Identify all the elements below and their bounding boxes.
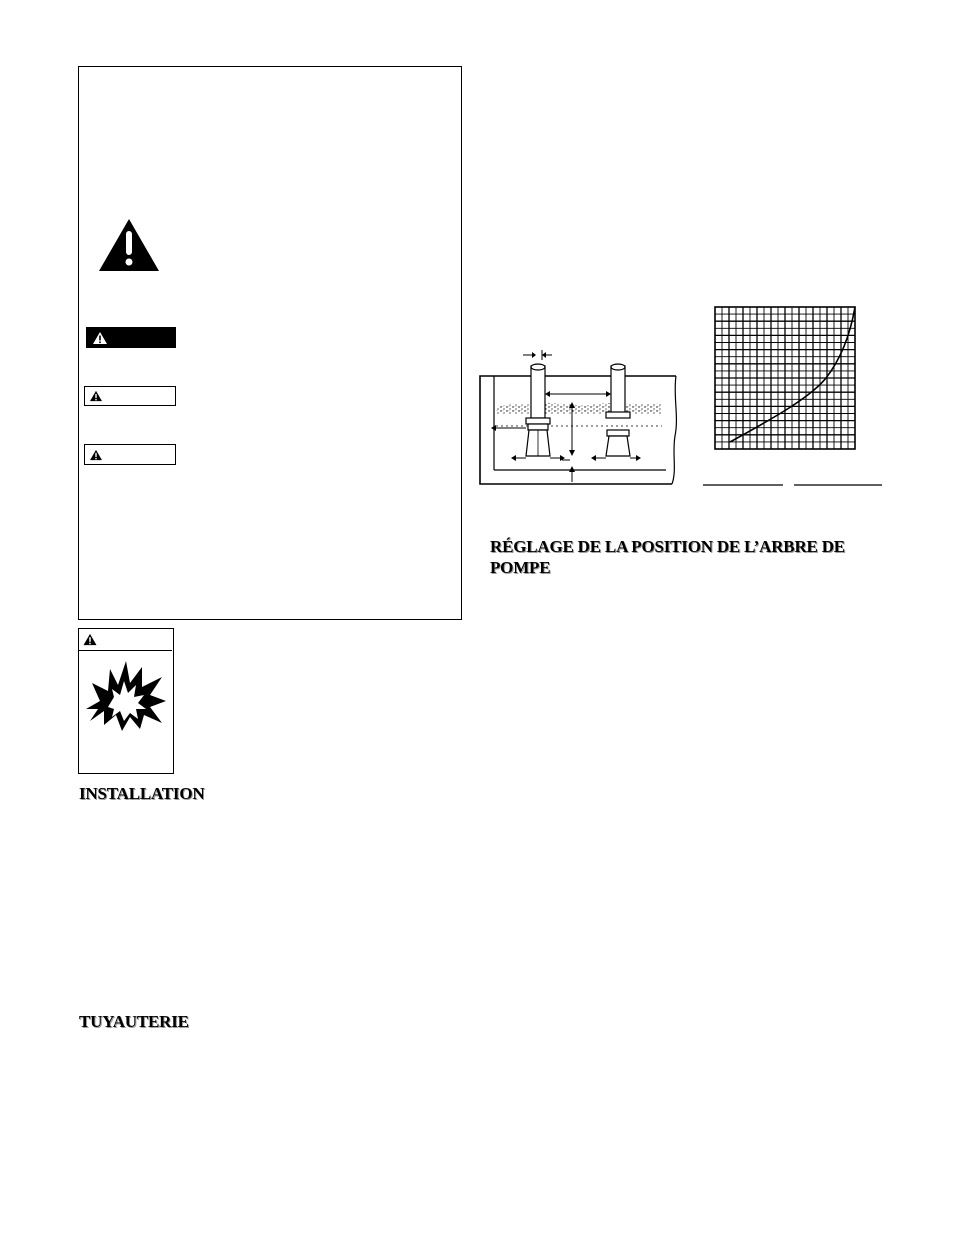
safety-info-box [78, 66, 462, 620]
pump-shaft-diagram [476, 346, 680, 492]
grid-lines [715, 307, 855, 449]
explosion-hazard-header [79, 629, 172, 651]
reglage-heading-line1: RÉGLAGE DE LA POSITION DE L’ARBRE DE [490, 537, 845, 556]
reglage-heading-line2: POMPE [490, 558, 551, 577]
alert-triangle-icon [89, 390, 103, 402]
alert-triangle-icon [92, 331, 108, 345]
installation-heading: INSTALLATION [79, 784, 205, 803]
tank-outline [480, 376, 676, 484]
danger-badge [86, 327, 176, 348]
warning-triangle-icon [97, 217, 161, 273]
explosion-hazard-box [78, 628, 174, 774]
explosion-icon [84, 659, 168, 731]
grid-chart [700, 302, 886, 492]
warning-badge [84, 386, 176, 406]
reglage-heading [490, 536, 845, 578]
tuyauterie-heading: TUYAUTERIE [79, 1012, 189, 1031]
liquid-surface [496, 403, 662, 426]
caution-badge [84, 444, 176, 465]
alert-triangle-icon [82, 633, 98, 646]
alert-triangle-icon [89, 449, 103, 461]
